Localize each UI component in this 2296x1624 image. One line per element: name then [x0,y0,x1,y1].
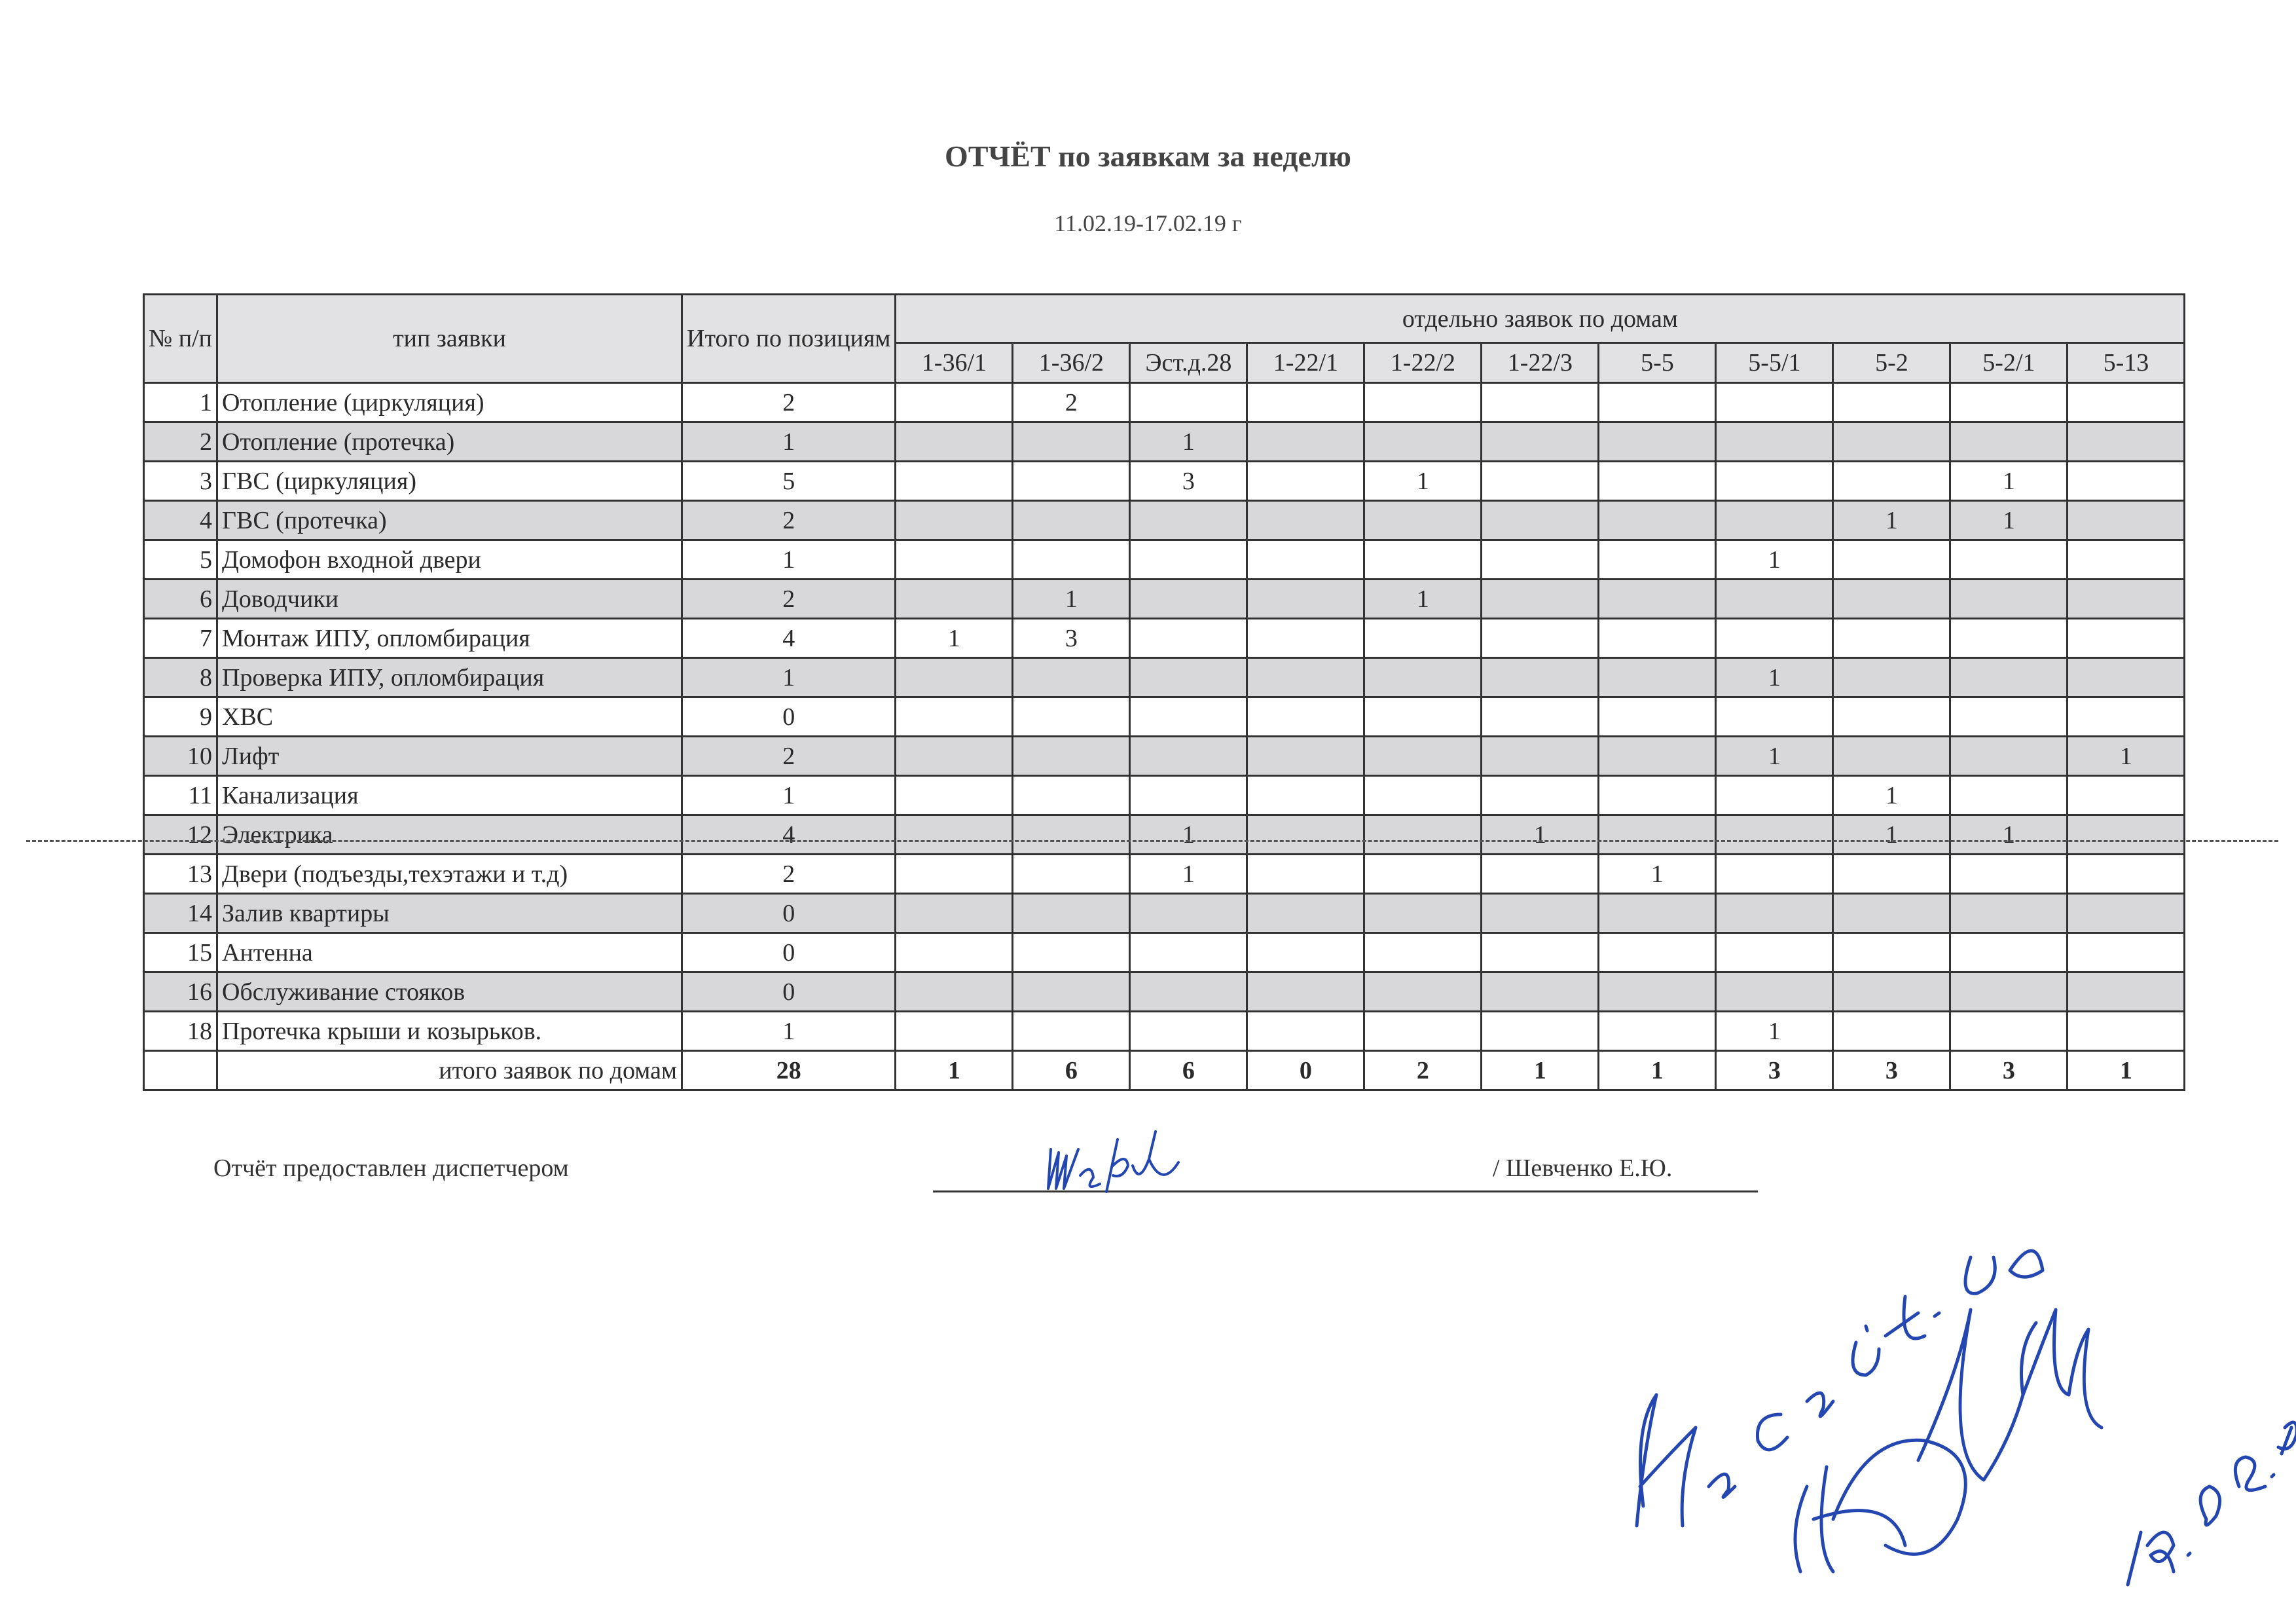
house-count-cell: 3 [1130,462,1247,501]
house-count-cell [1013,815,1130,855]
house-count-cell [2068,776,2185,815]
house-count-cell [1130,580,1247,619]
house-count-cell [1599,972,1716,1012]
house-count-cell [1364,894,1482,933]
house-count-cell [1599,422,1716,462]
house-count-cell [896,972,1013,1012]
house-count-cell [1716,894,1833,933]
house-count-cell [1482,894,1599,933]
request-type: ХВС [217,697,682,737]
house-count-cell [2068,815,2185,855]
row-number: 8 [144,658,217,697]
house-count-cell [1482,776,1599,815]
house-count-cell [896,737,1013,776]
house-count-cell [1599,933,1716,972]
house-count-cell [1247,933,1364,972]
request-type: Залив квартиры [217,894,682,933]
table-row [144,619,2185,658]
house-count-cell: 1 [1716,658,1833,697]
house-count-cell [1013,737,1130,776]
row-total: 2 [682,855,896,894]
table-row [144,776,2185,815]
house-column-header: 5-5 [1599,343,1716,383]
house-count-cell [1364,383,1482,422]
house-total-cell: 1 [896,1051,1013,1090]
house-count-cell [1599,815,1716,855]
house-count-cell [1950,422,2068,462]
house-count-cell [1247,619,1364,658]
house-count-cell [1950,619,2068,658]
house-count-cell: 1 [1599,855,1716,894]
row-number: 5 [144,540,217,580]
house-count-cell [1482,540,1599,580]
house-count-cell [1599,540,1716,580]
house-count-cell [1599,737,1716,776]
row-total: 2 [682,501,896,540]
house-count-cell [1950,1012,2068,1051]
house-count-cell [1833,580,1950,619]
house-count-cell [1247,462,1364,501]
report-title: ОТЧЁТ по заявкам за неделю [945,139,1351,173]
house-count-cell [1716,972,1833,1012]
house-count-cell [2068,383,2185,422]
row-total: 1 [682,422,896,462]
table-row [144,855,2185,894]
house-count-cell [1364,422,1482,462]
house-count-cell [1013,855,1130,894]
request-type: Протечка крыши и козырьков. [217,1012,682,1051]
house-count-cell [1013,1012,1130,1051]
house-count-cell [1833,383,1950,422]
house-count-cell [1247,894,1364,933]
house-count-cell [1013,658,1130,697]
house-count-cell [1364,933,1482,972]
house-count-cell [1482,462,1599,501]
house-count-cell [1130,776,1247,815]
house-count-cell [1599,697,1716,737]
house-count-cell [1716,580,1833,619]
house-count-cell [1950,737,2068,776]
table-row [144,462,2185,501]
column-group-houses: отдельно заявок по домам [896,295,2185,343]
house-total-cell: 1 [1599,1051,1716,1090]
table-row [144,580,2185,619]
table-row [144,540,2185,580]
house-count-cell [1130,1012,1247,1051]
house-total-cell: 3 [1950,1051,2068,1090]
house-count-cell: 1 [1833,815,1950,855]
house-count-cell [1950,855,2068,894]
house-count-cell [1130,383,1247,422]
house-count-cell [1364,501,1482,540]
house-count-cell: 1 [1013,580,1130,619]
row-total: 0 [682,697,896,737]
house-count-cell [1599,776,1716,815]
row-total: 4 [682,815,896,855]
house-count-cell [1364,1012,1482,1051]
house-count-cell [1247,697,1364,737]
request-type: ГВС (циркуляция) [217,462,682,501]
house-count-cell [896,815,1013,855]
house-column-header: 5-5/1 [1716,343,1833,383]
house-count-cell [1130,697,1247,737]
house-column-header: Эст.д.28 [1130,343,1247,383]
house-count-cell [2068,501,2185,540]
house-count-cell [1950,933,2068,972]
house-count-cell [1833,737,1950,776]
house-total-cell: 2 [1364,1051,1482,1090]
house-count-cell [1716,422,1833,462]
request-type: Проверка ИПУ, опломбирация [217,658,682,697]
house-count-cell [2068,1012,2185,1051]
house-count-cell: 1 [1833,776,1950,815]
house-column-header: 5-2/1 [1950,343,2068,383]
table-row [144,697,2185,737]
house-count-cell: 1 [1716,1012,1833,1051]
house-count-cell: 1 [896,619,1013,658]
house-count-cell [1130,619,1247,658]
house-count-cell [896,540,1013,580]
request-type: Лифт [217,737,682,776]
house-count-cell [896,383,1013,422]
house-count-cell [1833,619,1950,658]
table-row [144,383,2185,422]
house-count-cell [896,933,1013,972]
house-count-cell: 1 [2068,737,2185,776]
row-number: 16 [144,972,217,1012]
house-count-cell [1716,501,1833,540]
house-count-cell [896,776,1013,815]
house-count-cell [1950,697,2068,737]
row-number: 9 [144,697,217,737]
house-count-cell [1013,697,1130,737]
column-header-number: № п/п [144,295,217,383]
row-number: 4 [144,501,217,540]
house-count-cell: 1 [1833,501,1950,540]
house-column-header: 5-13 [2068,343,2185,383]
dispatcher-signature [1044,1126,1195,1211]
house-count-cell [1716,383,1833,422]
row-number: 15 [144,933,217,972]
house-count-cell [1482,1012,1599,1051]
row-total: 2 [682,383,896,422]
house-total-cell: 6 [1013,1051,1130,1090]
house-count-cell [1247,383,1364,422]
house-count-cell [2068,658,2185,697]
table-row [144,1012,2185,1051]
house-count-cell [1247,501,1364,540]
house-count-cell [1247,972,1364,1012]
house-count-cell [1482,855,1599,894]
house-count-cell: 3 [1013,619,1130,658]
house-count-cell [2068,580,2185,619]
house-count-cell [1247,1012,1364,1051]
house-count-cell [1833,1012,1950,1051]
house-total-cell: 3 [1716,1051,1833,1090]
house-count-cell: 1 [1716,540,1833,580]
house-count-cell [1364,540,1482,580]
house-count-cell [1247,815,1364,855]
request-type: Канализация [217,776,682,815]
house-count-cell [1482,383,1599,422]
house-count-cell: 1 [1950,501,2068,540]
request-type: Антенна [217,933,682,972]
row-number: 11 [144,776,217,815]
house-count-cell [1716,776,1833,815]
row-number: 12 [144,815,217,855]
house-total-cell: 1 [1482,1051,1599,1090]
house-count-cell [1950,383,2068,422]
house-count-cell [1833,658,1950,697]
house-count-cell [1130,933,1247,972]
house-count-cell [896,855,1013,894]
house-count-cell [1482,658,1599,697]
house-count-cell [1364,972,1482,1012]
house-count-cell [1716,619,1833,658]
house-count-cell: 1 [1364,580,1482,619]
row-number: 1 [144,383,217,422]
house-count-cell [1013,501,1130,540]
table-row [144,658,2185,697]
row-number: 7 [144,619,217,658]
house-count-cell [1599,658,1716,697]
house-column-header: 1-36/2 [1013,343,1130,383]
table-row [144,422,2185,462]
request-type: Обслуживание стояков [217,972,682,1012]
row-number: 18 [144,1012,217,1051]
house-count-cell [896,462,1013,501]
house-count-cell [1364,815,1482,855]
row-number: 2 [144,422,217,462]
table-row [144,501,2185,540]
house-column-header: 1-22/2 [1364,343,1482,383]
house-count-cell [1599,1012,1716,1051]
request-type: Электрика [217,815,682,855]
house-count-cell [1833,422,1950,462]
house-total-cell: 1 [2068,1051,2185,1090]
house-count-cell [1364,855,1482,894]
row-total: 1 [682,776,896,815]
house-count-cell [1482,501,1599,540]
report-period: 11.02.19-17.02.19 г [1054,210,1242,236]
house-count-cell [1364,619,1482,658]
house-count-cell [896,580,1013,619]
column-header-total: Итого по позициям [682,295,896,383]
house-count-cell [1599,894,1716,933]
house-count-cell [1247,855,1364,894]
request-type: Домофон входной двери [217,540,682,580]
house-count-cell: 1 [1130,422,1247,462]
house-count-cell [1247,580,1364,619]
house-count-cell [1950,972,2068,1012]
house-count-cell: 1 [1716,737,1833,776]
house-count-cell [1599,580,1716,619]
grand-total: 28 [682,1051,896,1090]
house-count-cell [1599,619,1716,658]
house-count-cell [2068,972,2185,1012]
house-count-cell [1833,933,1950,972]
handwritten-resolution [1617,1179,2296,1611]
dispatcher-name: / Шевченко Е.Ю. [1493,1154,1673,1182]
house-count-cell [896,422,1013,462]
totals-label: итого заявок по домам [217,1051,682,1090]
house-count-cell [1482,422,1599,462]
house-count-cell [2068,894,2185,933]
table-row [144,933,2185,972]
row-total: 2 [682,580,896,619]
house-count-cell [1013,894,1130,933]
request-type: Отопление (циркуляция) [217,383,682,422]
house-total-cell: 0 [1247,1051,1364,1090]
request-type: Отопление (протечка) [217,422,682,462]
request-type: Двери (подъезды,техэтажи и т.д) [217,855,682,894]
house-count-cell [1482,697,1599,737]
house-count-cell [896,894,1013,933]
house-count-cell [1833,540,1950,580]
row-number: 3 [144,462,217,501]
row-total: 0 [682,933,896,972]
request-type: Доводчики [217,580,682,619]
house-count-cell [1950,894,2068,933]
house-count-cell [1599,383,1716,422]
house-column-header: 1-22/3 [1482,343,1599,383]
house-count-cell [1482,933,1599,972]
footer-label: Отчёт предоставлен диспетчером [213,1154,569,1182]
house-count-cell [1716,933,1833,972]
row-number: 14 [144,894,217,933]
house-count-cell [1833,894,1950,933]
row-number: 13 [144,855,217,894]
house-count-cell: 1 [1950,815,2068,855]
table-row [144,815,2185,855]
house-count-cell [1482,580,1599,619]
house-count-cell [1247,776,1364,815]
house-count-cell [1599,462,1716,501]
house-count-cell [2068,462,2185,501]
house-count-cell [2068,619,2185,658]
house-column-header: 1-36/1 [896,343,1013,383]
house-count-cell [1247,422,1364,462]
house-count-cell [1247,658,1364,697]
house-count-cell [1364,776,1482,815]
house-count-cell [1364,658,1482,697]
table-row [144,972,2185,1012]
house-count-cell [1833,972,1950,1012]
house-count-cell [1950,540,2068,580]
house-count-cell [2068,540,2185,580]
row-number: 6 [144,580,217,619]
house-count-cell [2068,933,2185,972]
house-count-cell [1130,737,1247,776]
house-column-header: 1-22/1 [1247,343,1364,383]
house-count-cell [1130,972,1247,1012]
house-count-cell [1482,737,1599,776]
request-type: ГВС (протечка) [217,501,682,540]
house-total-cell: 3 [1833,1051,1950,1090]
row-total: 0 [682,972,896,1012]
house-count-cell [1833,697,1950,737]
house-count-cell: 1 [1130,815,1247,855]
house-count-cell [1364,697,1482,737]
house-count-cell [1130,501,1247,540]
house-column-header: 5-2 [1833,343,1950,383]
house-count-cell [1833,462,1950,501]
house-count-cell [1013,422,1130,462]
house-count-cell [1482,619,1599,658]
house-count-cell [1013,776,1130,815]
table-row [144,737,2185,776]
house-count-cell [1130,894,1247,933]
house-count-cell [1130,658,1247,697]
house-count-cell [1716,815,1833,855]
house-count-cell [1013,933,1130,972]
row-number: 10 [144,737,217,776]
totals-blank-cell [144,1051,217,1090]
house-count-cell [1950,658,2068,697]
house-count-cell [1833,855,1950,894]
house-count-cell [1247,540,1364,580]
house-count-cell [1247,737,1364,776]
house-count-cell [1716,697,1833,737]
house-count-cell [1130,540,1247,580]
house-count-cell [896,658,1013,697]
house-count-cell [1482,972,1599,1012]
request-type: Монтаж ИПУ, опломбирация [217,619,682,658]
house-count-cell: 2 [1013,383,1130,422]
house-count-cell [1013,972,1130,1012]
house-count-cell [2068,855,2185,894]
house-count-cell [1950,580,2068,619]
totals-row [144,1051,2185,1090]
fold-dash-line [26,840,2278,842]
row-total: 5 [682,462,896,501]
row-total: 0 [682,894,896,933]
house-count-cell [1950,776,2068,815]
house-count-cell [1364,737,1482,776]
house-count-cell [2068,697,2185,737]
house-count-cell: 1 [1364,462,1482,501]
house-total-cell: 6 [1130,1051,1247,1090]
row-total: 1 [682,658,896,697]
table-row [144,894,2185,933]
row-total: 4 [682,619,896,658]
row-total: 1 [682,1012,896,1051]
house-count-cell [1599,501,1716,540]
house-count-cell [1013,540,1130,580]
house-count-cell [1716,462,1833,501]
house-count-cell [896,501,1013,540]
row-total: 1 [682,540,896,580]
house-count-cell: 1 [1130,855,1247,894]
house-count-cell [896,1012,1013,1051]
house-count-cell [1716,855,1833,894]
requests-table [143,293,2185,1091]
house-count-cell: 1 [1482,815,1599,855]
house-count-cell [896,697,1013,737]
house-count-cell [2068,422,2185,462]
house-count-cell [1013,462,1130,501]
row-total: 2 [682,737,896,776]
column-header-type: тип заявки [217,295,682,383]
house-count-cell: 1 [1950,462,2068,501]
